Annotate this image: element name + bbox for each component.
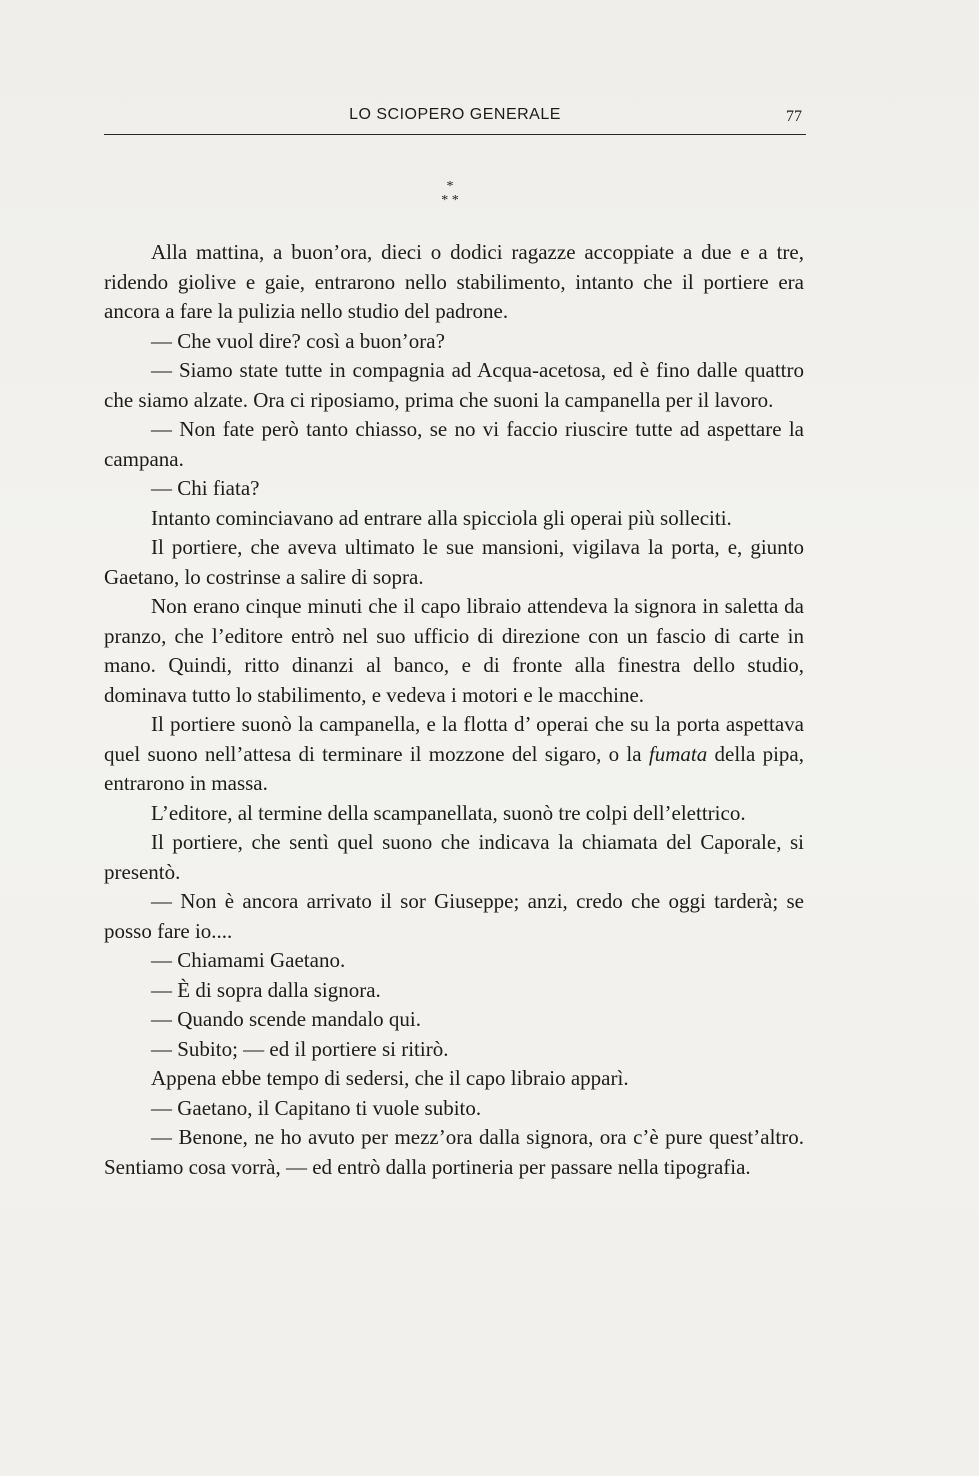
paragraph-fumata-after: della pipa, entrarono in massa. [104, 741, 805, 795]
separator-top: * [446, 179, 454, 194]
paragraph: — È di sopra dalla signora. [151, 977, 381, 1002]
paragraph: — Chiamami Gaetano. [151, 948, 346, 972]
paragraph: — Gaetano, il Capitano ti vuole subito. [151, 1095, 482, 1120]
paragraph: L’editore, al termine della scampanellata, suonò tre colpi dell’elettrico. [151, 800, 746, 825]
paragraph: Il portiere, che sentì quel suono che indicava la chiamata del Caporale, si presentò. [104, 830, 804, 884]
paragraph: Non erano cinque minuti che il capo libraio attendeva la signora in saletta da pranzo, che l’editore entrò nel suo ufficio di direzione con un fascio di carte in mano. Quindi, ritto dinanzi al banco, e di fronte alla finestra dello studio, dominava tutto lo stabilimento, e vedeva i motori e le macchine. [104, 594, 804, 707]
section-separator [420, 180, 480, 220]
paragraph: Intanto cominciavano ad entrare alla spicciola gli operai più solleciti. [151, 505, 732, 530]
paragraph: — Subito; — ed il portiere si ritirò. [151, 1036, 449, 1061]
paragraph: — Siamo state tutte in compagnia ad Acqua-acetosa, ed è fino dalle quattro che siamo alzate. Ora ci riposiamo, prima che suoni la campanella per il lavoro. [104, 358, 804, 412]
paragraph-fumata [104, 710, 804, 799]
paragraph: — Non fate però tanto chiasso, se no vi faccio riuscire tutte ad aspettare la campana. [104, 417, 804, 471]
running-title: LO SCIOPERO GENERALE [349, 106, 561, 123]
paragraph: Il portiere, che aveva ultimato le sue mansioni, vigilava la porta, e, giunto Gaetano, lo costrinse a salire di sopra. [104, 535, 804, 589]
paragraph: — Benone, ne ho avuto per mezz’ora dalla signora, ora c’è pure quest’altro. Sentiamo cosa vorrà, — ed entrò dalla portineria per passare nella tipografia. [104, 1125, 804, 1179]
paragraph: — Non è ancora arrivato il sor Giuseppe; anzi, credo che oggi tarderà; se posso fare io.... [104, 889, 804, 943]
italic-word: fumata [648, 741, 708, 766]
paragraph-fumata-before: Il portiere suonò la campanella, e la flotta d’ operai che su la porta aspettava quel suono nell’attesa di terminare il mozzone del sigaro, o la [104, 712, 804, 766]
running-head [104, 104, 806, 135]
paragraph: Appena ebbe tempo di sedersi, che il capo libraio apparì. [151, 1066, 629, 1090]
body-text [104, 238, 804, 1182]
paragraph: Alla mattina, a buon’ora, dieci o dodici ragazze accoppiate a due e a tre, ridendo giolive e gaie, entrarono nello stabilimento, intanto che il portiere era ancora a fare la pulizia nello studio del padrone. [104, 240, 804, 323]
paragraph: — Che vuol dire? così a buon’ora? [151, 328, 445, 353]
paragraph: — Quando scende mandalo qui. [151, 1007, 422, 1031]
page-number: 77 [786, 108, 802, 125]
separator-bottom: * * [441, 193, 459, 208]
paragraph: — Chi fiata? [151, 476, 260, 500]
